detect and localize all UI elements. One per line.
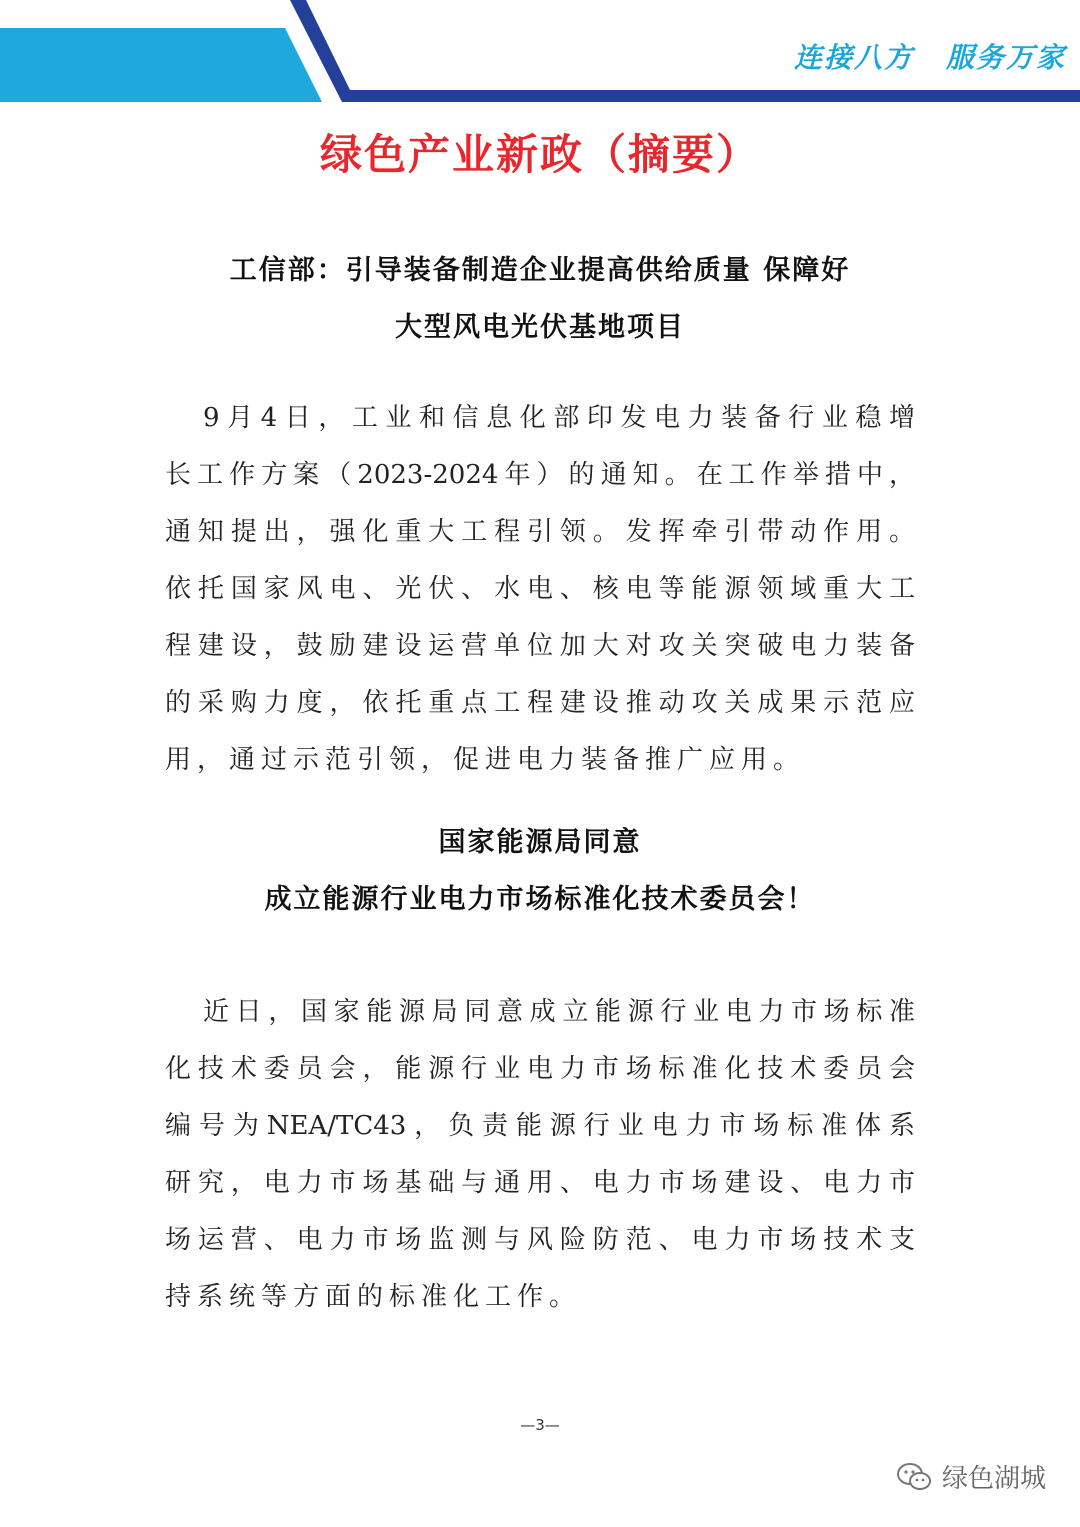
paragraph-line: 的采购力度，依托重点工程建设推动攻关成果示范应: [165, 688, 915, 718]
section2-heading-line: 国家能源局同意: [438, 827, 642, 858]
paragraph-line: 场运营、电力市场监测与风险防范、电力市场技术支: [165, 1225, 915, 1255]
header-slogan: [794, 36, 1066, 76]
section2-paragraph: [165, 984, 915, 1326]
section1-paragraph: [165, 390, 915, 789]
section2-heading-line: 成立能源行业电力市场标准化技术委员会！: [264, 884, 816, 915]
watermark-text: 绿色湖城: [941, 1464, 1046, 1494]
page-number: —3—: [520, 1416, 560, 1434]
paragraph-line: 依托国家风电、光伏、水电、核电等能源领域重大工: [165, 574, 915, 604]
paragraph-line: 9月4日，工业和信息化部印发电力装备行业稳增: [203, 403, 915, 433]
paragraph-line: 长工作方案（2023-2024年）的通知。在工作举措中，: [165, 460, 915, 490]
paragraph-line: 通知提出，强化重大工程引领。发挥牵引带动作用。: [165, 517, 915, 547]
paragraph-line: 持系统等方面的标准化工作。: [165, 1282, 582, 1312]
paragraph-line: 程建设，鼓励建设运营单位加大对攻关突破电力装备: [165, 631, 915, 661]
wechat-watermark: [896, 1458, 1046, 1495]
page-title: 绿色产业新政（摘要）: [319, 130, 760, 179]
paragraph-line: 用，通过示范引领，促进电力装备推广应用。: [165, 745, 806, 775]
paragraph-line: 编号为NEA/TC43，负责能源行业电力市场标准体系: [165, 1111, 915, 1141]
section1-heading-line: 工信部：引导装备制造企业提高供给质量 保障好: [229, 255, 851, 286]
paragraph-line: 近日，国家能源局同意成立能源行业电力市场标准: [203, 997, 915, 1027]
section1-heading: [165, 242, 915, 356]
section2-heading: [165, 814, 915, 928]
paragraph-line: 研究，电力市场基础与通用、电力市场建设、电力市: [165, 1168, 915, 1198]
paragraph-line: 化技术委员会，能源行业电力市场标准化技术委员会: [165, 1054, 915, 1084]
slogan-right: 服务万家: [945, 41, 1066, 74]
slogan-left: 连接八方: [793, 41, 914, 74]
wechat-icon: [896, 1462, 932, 1492]
section1-heading-line: 大型风电光伏基地项目: [395, 312, 685, 343]
banner-light-block: [0, 28, 322, 102]
